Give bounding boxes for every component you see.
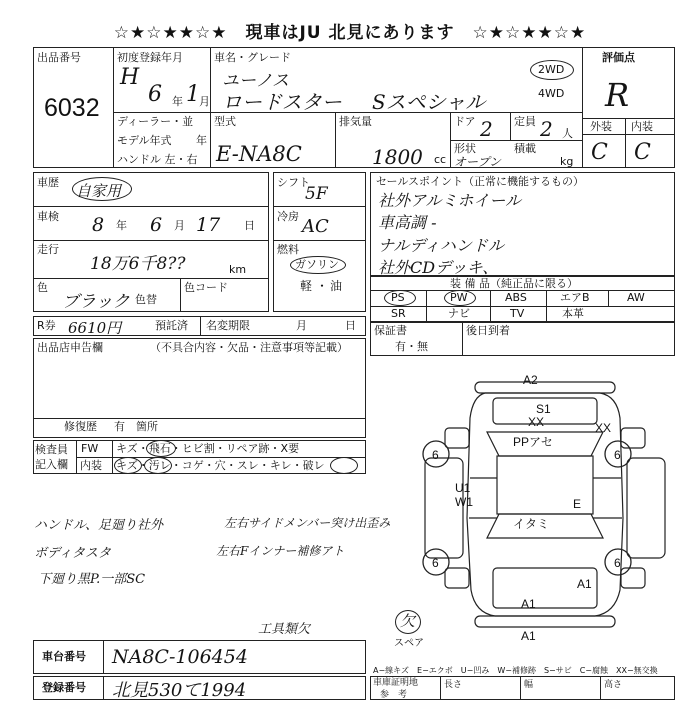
drive-2wd: 2WD <box>538 63 565 76</box>
mileage-label: 走行 <box>37 243 59 256</box>
width-label: 幅 <box>524 680 534 690</box>
later-arrival-label: 後日到着 <box>466 324 510 337</box>
history-value: 自家用 <box>76 182 122 200</box>
chassis-value: NA8C-106454 <box>112 646 248 668</box>
shaken-day-unit: 日 <box>244 219 255 232</box>
fuel-light: 軽 <box>300 279 313 293</box>
lot-number: 6032 <box>44 94 100 122</box>
plate-label: 登録番号 <box>42 681 86 694</box>
lot-number-label: 出品番号 <box>37 51 81 64</box>
shape-value: オープン <box>454 155 501 169</box>
color-code-label: 色コード <box>184 281 228 294</box>
inspector-comment-2a: ボディタスタ <box>34 546 111 561</box>
equip-abs: ABS <box>505 291 527 304</box>
km-unit: km <box>229 263 247 276</box>
repair-history-label: 修復歴 <box>64 420 97 433</box>
warranty-value: 有・無 <box>395 340 428 353</box>
car-name: ユーノス <box>222 71 289 91</box>
recycle-label: R券 <box>37 319 56 332</box>
equip-pw: PW <box>450 291 468 304</box>
reference-label: 参 考 <box>380 690 408 700</box>
name-change-day: 日 <box>345 319 356 332</box>
damage-legend: A−線キズ E−エクボ U−凹み W−補修跡 S−サビ C−腐蝕 XX−無交換 <box>373 666 658 675</box>
code-u1: U1 <box>455 481 471 495</box>
history-label: 車歴 <box>37 176 59 189</box>
equip-tv: TV <box>510 307 525 320</box>
equip-navi: ナビ <box>448 307 470 320</box>
sales-point-4: 社外CDデッキ、 <box>378 258 499 277</box>
type-value: E-NA8C <box>216 142 302 166</box>
dealer-label: ディーラー・並 <box>117 115 194 128</box>
garage-cert-label: 車庫証明地 <box>373 678 419 688</box>
shaken-year: 8 <box>92 214 105 236</box>
ac-value: AC <box>302 216 329 237</box>
registration-year-unit: 年 <box>172 95 183 108</box>
name-change-label: 名変期限 <box>206 319 250 332</box>
code-wheel-fl: 6 <box>432 448 439 462</box>
car-damage-diagram <box>405 368 685 643</box>
capacity-unit: 人 <box>562 127 573 140</box>
shift-label: シフト <box>277 176 310 189</box>
remarks-note: （不具合内容・欠品・注意事項等記載） <box>150 341 348 354</box>
car-grade: Sスペシャル <box>372 90 486 114</box>
inspector-comment-3: 下廻り黒P.一部SC <box>38 572 146 587</box>
door-label: ドア <box>454 115 476 128</box>
exterior-label: 外装 <box>590 120 612 133</box>
code-wheel-rr: 6 <box>614 556 621 570</box>
sales-points-title: セールスポイント（正常に機能するもの） <box>376 175 585 188</box>
shift-value: 5F <box>305 184 328 204</box>
displacement-value: 1800 <box>372 145 423 169</box>
color-change-label: 色替 <box>135 293 157 306</box>
door-value: 2 <box>480 117 493 141</box>
color-value: ブラック <box>62 292 130 312</box>
code-a1-rear: A1 <box>521 597 536 611</box>
inspector-comment-1a: ハンドル、足廻り社外 <box>34 518 163 533</box>
length-label: 長さ <box>444 680 463 690</box>
fuel-label: 燃料 <box>277 243 299 256</box>
sales-point-3: ナルディハンドル <box>378 236 504 255</box>
code-front: A2 <box>523 373 538 387</box>
inspector-entry-label: 記入欄 <box>35 458 68 471</box>
height-label: 高さ <box>604 680 623 690</box>
code-wheel-rl: 6 <box>432 556 439 570</box>
capacity-value: 2 <box>540 117 553 141</box>
registration-era: H <box>120 65 140 90</box>
fuel-separator: ・ <box>316 279 329 293</box>
header-banner: ☆★☆★★☆★ 現車はJU 北見にあります ☆★☆★★☆★ <box>113 23 587 43</box>
type-label: 型式 <box>214 115 236 128</box>
displacement-label: 排気量 <box>339 115 372 128</box>
equipment-title: 装 備 品（純正品に限る） <box>450 277 578 290</box>
shaken-month-unit: 月 <box>174 219 185 232</box>
shaken-month: 6 <box>150 214 163 236</box>
kg-unit: kg <box>560 155 574 168</box>
equip-ps: PS <box>391 291 405 304</box>
fuel-gasoline: ガソリン <box>295 258 339 271</box>
sales-point-1: 社外アルミホイール <box>378 191 522 210</box>
code-w1: W1 <box>455 495 473 509</box>
code-itami: イタミ <box>513 517 550 531</box>
car-model: ロードスター <box>222 90 342 114</box>
code-e: E <box>573 497 582 511</box>
fuel-oil: 油 <box>330 279 343 293</box>
interior-check-label: 内装 <box>80 459 102 472</box>
code-a1-right: A1 <box>577 577 592 591</box>
score-value: R <box>605 76 630 114</box>
shaken-day: 17 <box>196 214 221 236</box>
inspector-comment-2b: 左右Fインナー補修アト <box>216 544 345 558</box>
equip-leather: 本革 <box>562 307 584 320</box>
equip-aw: AW <box>627 291 645 304</box>
interior-grade: C <box>634 140 651 165</box>
inspector-comment-1b: 左右サイドメンバー突け出歪み <box>224 516 391 530</box>
exterior-grade: C <box>591 140 608 165</box>
inspector-label: 検査員 <box>35 443 68 456</box>
code-xx-right: XX <box>595 421 612 435</box>
shaken-year-unit: 年 <box>116 219 127 232</box>
interior-label: 内装 <box>631 120 653 133</box>
warranty-label: 保証書 <box>374 324 407 337</box>
spare-value: 欠 <box>400 612 416 630</box>
handle-label: ハンドル 左・右 <box>117 153 198 166</box>
code-s1: S1 <box>536 402 551 416</box>
drive-4wd: 4WD <box>538 87 565 100</box>
registration-month: 1 <box>186 82 200 107</box>
code-wheel-fr: 6 <box>614 448 621 462</box>
recycle-status: 預託済 <box>155 319 188 332</box>
load-label: 積載 <box>514 142 536 155</box>
remarks-title: 出品店申告欄 <box>37 341 103 354</box>
ac-label: 冷房 <box>277 210 299 223</box>
model-year-label: モデル年式 <box>117 134 172 147</box>
chassis-label: 車台番号 <box>42 650 86 663</box>
fw-label: FW <box>81 442 99 455</box>
car-name-label: 車名・グレード <box>214 51 291 64</box>
color-label: 色 <box>37 281 48 294</box>
spare-label: スペア <box>394 638 424 649</box>
inspector-tool: 工具類欠 <box>258 622 311 637</box>
registration-month-unit: 月 <box>199 95 210 108</box>
plate-value: 北見530て1994 <box>112 680 247 701</box>
shape-label: 形状 <box>454 142 476 155</box>
score-label: 評価点 <box>602 51 635 64</box>
equip-sr: SR <box>391 307 406 320</box>
code-xx-front: XX <box>528 415 545 429</box>
sales-point-2: 車高調 - <box>378 213 437 232</box>
model-year-unit: 年 <box>196 134 207 147</box>
interior-check-items: キズ・汚レ・コゲ・穴・スレ・キレ・破レ <box>116 459 325 472</box>
code-roof: PPアセ <box>513 435 553 449</box>
fw-items: キズ・飛石・ヒビ割・リペア跡・X要 <box>116 442 300 455</box>
equip-airbag: エアB <box>560 291 590 304</box>
cc-unit: cc <box>434 153 447 166</box>
code-a1-bottom: A1 <box>521 629 536 643</box>
first-registration-label: 初度登録年月 <box>117 51 183 64</box>
recycle-value: 6610円 <box>68 319 122 337</box>
registration-year: 6 <box>148 82 162 107</box>
capacity-label: 定員 <box>514 115 536 128</box>
mileage-value: 18万6千8?? <box>90 254 186 274</box>
name-change-month: 月 <box>296 319 307 332</box>
shaken-label: 車検 <box>37 210 59 223</box>
repair-history-value: 有 箇所 <box>114 420 158 433</box>
